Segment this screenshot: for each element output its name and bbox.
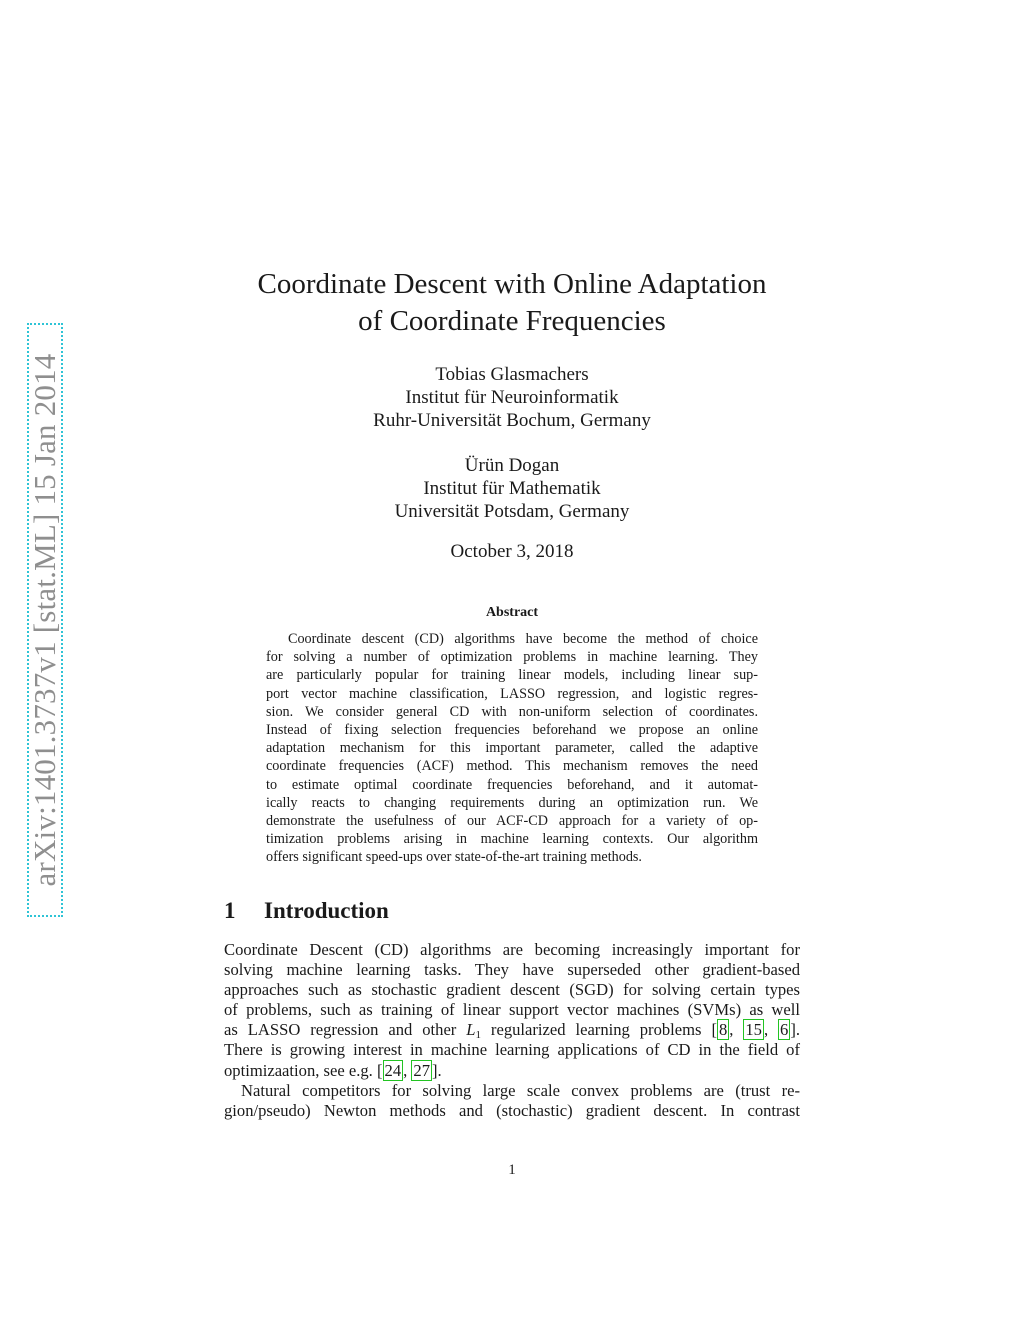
author-institute: Institut für Neuroinformatik bbox=[405, 387, 619, 408]
body-line: Coordinate Descent (CD) algorithms are becoming increasingly important for bbox=[224, 940, 800, 959]
abstract-line: are particularly popular for training linear models, including linear sup- bbox=[266, 667, 758, 684]
math-symbol: L bbox=[466, 1020, 476, 1040]
intro-paragraph-2 bbox=[224, 1081, 800, 1121]
citation-link[interactable]: 6 bbox=[780, 1020, 789, 1040]
body-line: of problems, such as training of linear support vector machines (SVMs) as well bbox=[224, 1000, 800, 1020]
citation-link[interactable]: 24 bbox=[384, 1060, 402, 1080]
section-title: Introduction bbox=[264, 898, 389, 923]
intro-paragraph-1 bbox=[224, 940, 800, 1081]
abstract-line: offers significant speed-ups over state-of-the-art training methods. bbox=[266, 849, 642, 866]
body-line: gion/pseudo) Newton methods and (stochastic) gradient descent. In contrast bbox=[224, 1101, 800, 1121]
author-block-2 bbox=[200, 454, 824, 523]
text-fragment: as LASSO regression and other bbox=[224, 1020, 467, 1040]
abstract-line: Coordinate descent (CD) algorithms have become the method of choice bbox=[288, 631, 758, 647]
arxiv-identifier[interactable]: arXiv:1401.3737v1 [stat.ML] 15 Jan 2014 bbox=[27, 353, 62, 887]
author-name: Tobias Glasmachers bbox=[435, 364, 589, 385]
math-subscript: 1 bbox=[475, 1029, 481, 1042]
abstract-line: sion. We consider general CD with non-uniform selection of coordinates. bbox=[266, 703, 758, 720]
author-name: Ürün Dogan bbox=[464, 455, 560, 476]
abstract-line: Instead of fixing selection frequencies beforehand we propose an online bbox=[266, 721, 758, 738]
title-line-1: Coordinate Descent with Online Adaptation bbox=[257, 268, 767, 300]
title-line-2: of Coordinate Frequencies bbox=[358, 305, 666, 337]
arxiv-stamp[interactable] bbox=[27, 323, 63, 917]
abstract-line: coordinate frequencies (ACF) method. This mechanism removes the need bbox=[266, 758, 758, 775]
text-fragment: optimizaation, see e.g. [ bbox=[224, 1060, 383, 1080]
text-fragment: ]. bbox=[790, 1020, 801, 1040]
author-affiliation: Universität Potsdam, Germany bbox=[394, 501, 630, 522]
text-fragment: ]. bbox=[432, 1060, 442, 1080]
abstract-body bbox=[266, 630, 758, 866]
author-affiliation: Ruhr-Universität Bochum, Germany bbox=[373, 410, 651, 431]
section-heading bbox=[224, 897, 389, 925]
citation-link[interactable]: 8 bbox=[718, 1020, 728, 1040]
abstract-line: adaptation mechanism for this important parameter, called the adaptive bbox=[266, 740, 758, 757]
section-number: 1 bbox=[224, 898, 236, 923]
body-line-with-citations: optimizaation, see e.g. [ 24 , 27 ]. bbox=[224, 1060, 442, 1080]
body-line: approaches such as stochastic gradient descent (SGD) for solving certain types bbox=[224, 980, 800, 1000]
abstract-line: for solving a number of optimization problems in machine learning. They bbox=[266, 649, 758, 666]
body-line: solving machine learning tasks. They have superseded other gradient-based bbox=[224, 960, 800, 980]
abstract-line: port vector machine classification, LASSO regression, and logistic regres- bbox=[266, 685, 758, 702]
citation-link[interactable]: 15 bbox=[745, 1020, 762, 1040]
body-line: Natural competitors for solving large scale convex problems are (trust re- bbox=[241, 1081, 800, 1100]
paper-title bbox=[180, 266, 844, 340]
citation-link[interactable]: 27 bbox=[413, 1060, 430, 1080]
body-line: There is growing interest in machine learning applications of CD in the field of bbox=[224, 1040, 800, 1060]
abstract-line: timization problems arising in machine learning contexts. Our algorithm bbox=[266, 831, 758, 848]
body-line-with-citations: as LASSO regression and other $L_1$ regularized learning problems [ 8 , 15 , 6 ]. bbox=[224, 1020, 801, 1042]
paper-date: October 3, 2018 bbox=[450, 541, 574, 562]
page-number: 1 bbox=[508, 1162, 516, 1178]
text-fragment: regularized learning problems [ bbox=[481, 1020, 717, 1040]
abstract-line: to estimate optimal coordinate frequencies beforehand, and it automat- bbox=[266, 776, 758, 793]
abstract-heading: Abstract bbox=[485, 605, 539, 620]
abstract-line: ically reacts to changing requirements during an optimization run. We bbox=[266, 794, 758, 811]
author-block-1 bbox=[200, 363, 824, 432]
abstract-line: demonstrate the usefulness of our ACF-CD approach for a variety of op- bbox=[266, 812, 758, 829]
author-institute: Institut für Mathematik bbox=[423, 478, 601, 499]
